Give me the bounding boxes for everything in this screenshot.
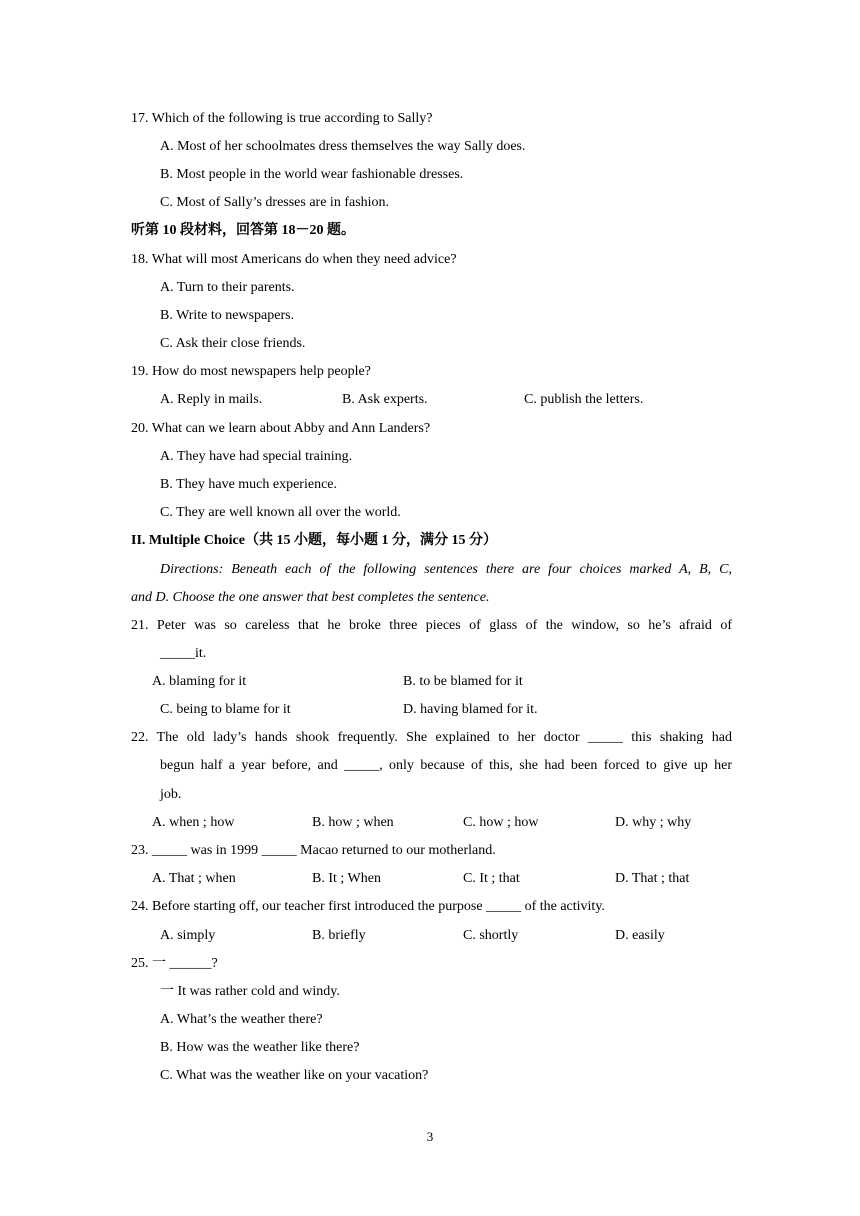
question-22-line-1: 22. The old lady’s hands shook frequently. She explained to her doctor _____ this shaking had — [131, 730, 732, 745]
question-24: 24. Before starting off, our teacher first introduced the purpose _____ of the activity. — [131, 899, 605, 914]
option-25a: A. What’s the weather there? — [160, 1012, 323, 1027]
option-22d: D. why ; why — [615, 815, 692, 830]
question-19: 19. How do most newspapers help people? — [131, 364, 371, 379]
option-23a: A. That ; when — [152, 871, 236, 886]
section-10-heading: 听第 10 段材料，回答第 18－20 题。 — [131, 223, 355, 238]
question-18: 18. What will most Americans do when they need advice? — [131, 252, 457, 267]
option-18a: A. Turn to their parents. — [160, 280, 295, 295]
option-18b: B. Write to newspapers. — [160, 308, 295, 323]
option-21d: D. having blamed for it. — [403, 702, 538, 717]
question-20: 20. What can we learn about Abby and Ann Landers? — [131, 421, 431, 436]
option-24c: C. shortly — [463, 928, 519, 943]
directions-line-1: Directions: Beneath each of the following sentences there are four choices marked A, B, C, — [160, 562, 732, 577]
question-22-line-3: job. — [160, 787, 182, 802]
question-21-line-2: _____it. — [160, 646, 207, 661]
option-17b: B. Most people in the world wear fashionable dresses. — [160, 167, 464, 182]
option-20c: C. They are well known all over the world. — [160, 505, 401, 520]
question-17: 17. Which of the following is true according to Sally? — [131, 111, 433, 126]
question-23: 23. _____ was in 1999 _____ Macao returned to our motherland. — [131, 843, 496, 858]
option-23c: C. It ; that — [463, 871, 520, 886]
option-23b: B. It ; When — [312, 871, 381, 886]
option-22a: A. when ; how — [152, 815, 235, 830]
option-22b: B. how ; when — [312, 815, 394, 830]
option-22c: C. how ; how — [463, 815, 539, 830]
option-21b: B. to be blamed for it — [403, 674, 523, 689]
option-17c: C. Most of Sally’s dresses are in fashion. — [160, 195, 390, 210]
option-19c: C. publish the letters. — [524, 392, 644, 407]
question-25-response: 一 It was rather cold and windy. — [160, 984, 340, 999]
option-24b: B. briefly — [312, 928, 366, 943]
part-2-title: II. Multiple Choice — [131, 533, 245, 548]
option-21a: A. blaming for it — [152, 674, 247, 689]
option-20a: A. They have had special training. — [160, 449, 353, 464]
option-21c: C. being to blame for it — [160, 702, 291, 717]
option-20b: B. They have much experience. — [160, 477, 338, 492]
part-2-heading — [131, 532, 732, 550]
option-25c: C. What was the weather like on your vacation? — [160, 1068, 429, 1083]
option-24d: D. easily — [615, 928, 665, 943]
option-19a: A. Reply in mails. — [160, 392, 263, 407]
page-number: 3 — [426, 1129, 434, 1144]
question-22-line-2: begun half a year before, and _____, only because of this, she had been forced to give up her — [160, 758, 732, 773]
option-23d: D. That ; that — [615, 871, 690, 886]
option-18c: C. Ask their close friends. — [160, 336, 306, 351]
option-25b: B. How was the weather like there? — [160, 1040, 360, 1055]
part-2-scoring: （共 15 小题，每小题 1 分，满分 15 分） — [244, 533, 497, 548]
option-24a: A. simply — [160, 928, 216, 943]
directions-line-2: and D. Choose the one answer that best completes the sentence. — [131, 590, 490, 605]
option-17a: A. Most of her schoolmates dress themselves the way Sally does. — [160, 139, 526, 154]
option-19b: B. Ask experts. — [342, 392, 428, 407]
question-21-line-1: 21. Peter was so careless that he broke three pieces of glass of the window, so he’s afraid of — [131, 618, 732, 633]
question-25: 25. 一 ______? — [131, 956, 218, 971]
